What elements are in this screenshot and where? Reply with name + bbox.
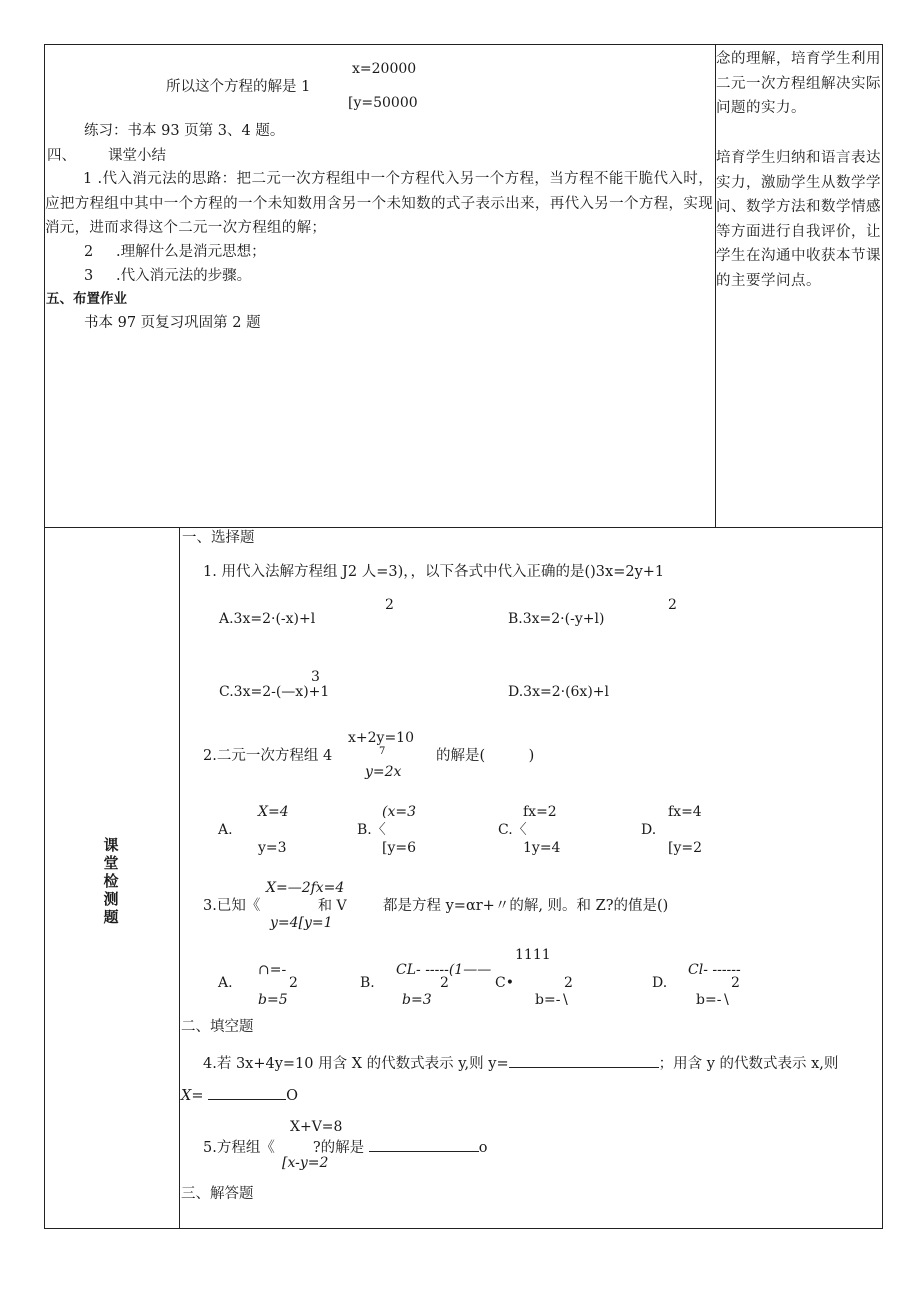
q5-blank[interactable] (369, 1139, 479, 1152)
table-border-mid (44, 527, 883, 528)
summary-item-3: .代入消元法的步骤。 (116, 268, 252, 284)
q3-option-d-top: Cl- ------ (688, 962, 741, 978)
question-5 (203, 1139, 487, 1156)
q3-option-d-den: 2 (731, 975, 740, 991)
section-4-title: 课堂小结 (108, 148, 166, 164)
summary-item-2-number: 2 (84, 244, 94, 260)
q5-system-bottom: [x-y=2 (282, 1155, 329, 1171)
q3-option-d-bottom: b=-∖ (696, 992, 731, 1008)
question-4 (203, 1055, 838, 1072)
q2-tail: 的解是( ) (436, 748, 535, 764)
section-choice-title: 一、选择题 (182, 530, 255, 546)
q1-option-b: B.3x=2·(-y+l) (508, 611, 605, 627)
q2-option-a-label: A. (218, 822, 233, 838)
section-4-number: 四、 (47, 148, 76, 164)
q3-option-a-bottom: b=5 (258, 992, 288, 1008)
table-border-top (44, 44, 883, 45)
summary-item-2: .理解什么是消元思想； (116, 244, 266, 260)
q3-options-top-digits: 1111 (515, 947, 551, 963)
summary-item-1: 1 .代入消元法的思路：把二元一次方程组中一个方程代入另一个方程，当方程不能干脆代入时，应把方程组中其中一个方程的一个未知数用含另一个未知数的式子表示出来，再代入另一个方程，实现消元，进而求得这个二元一次方程组的解； (45, 171, 713, 236)
question-3: 3.已知《 (203, 898, 261, 914)
q4-x-label: X= (181, 1088, 204, 1104)
q2-option-d-top: fx=4 (668, 804, 702, 820)
q3-option-b-bottom: b=3 (402, 992, 432, 1008)
side-note-2: 培育学生归纳和语言表达实力，激励学生从数学学问、数学方法和数学情感等方面进行自我评价，让学生在沟通中收获本节课的主要学问点。 (716, 150, 881, 289)
q3-option-c-den: 2 (564, 975, 573, 991)
q3-option-b-den: 2 (440, 975, 449, 991)
q3-option-a-den: 2 (289, 975, 298, 991)
q3-option-b-top: CL- -----(1—— (396, 962, 492, 978)
practice-text: 练习：书本 93 页第 3、4 题。 (84, 123, 285, 139)
q5-stem: 5.方程组《 (203, 1140, 275, 1156)
q1-option-d: D.3x=2·(6x)+l (508, 684, 610, 700)
q2-system-bottom: y=2x (365, 764, 402, 780)
q3-and: 和 V (318, 898, 347, 914)
q4-x-blank[interactable] (208, 1087, 286, 1100)
q2-option-c-top: fx=2 (523, 804, 557, 820)
solution-x: x=20000 (352, 61, 417, 77)
q5-mid: ?的解是 (312, 1140, 365, 1156)
table-divider-label (179, 527, 180, 1229)
q3-option-a-label: A. (218, 975, 233, 991)
q4-mid: ；用含 y 的代数式表示 x,则 (658, 1056, 839, 1072)
q3-option-c-label: C• (495, 975, 514, 991)
q2-option-b-top: (x=3 (382, 804, 416, 820)
q4-y-blank[interactable] (509, 1055, 659, 1068)
q3-tail: 都是方程 y=αr+〃的解, 则。和 Z?的值是() (383, 898, 669, 914)
q5-end: o (478, 1140, 488, 1156)
q2-system-top: x+2y=10 (348, 730, 414, 746)
q4-stem: 4.若 3x+4y=10 用含 X 的代数式表示 y,则 y= (203, 1056, 509, 1072)
q2-system-mark: 7 (379, 746, 386, 757)
question-4-x (181, 1087, 298, 1104)
q3-system-bottom: y=4[y=1 (270, 915, 333, 931)
q2-option-c-bottom: 1y=4 (523, 840, 561, 856)
summary-item-3-number: 3 (84, 268, 94, 284)
section-answer-title: 三、解答题 (181, 1186, 254, 1202)
table-border-bottom (44, 1228, 883, 1229)
q5-system-top: X+V=8 (290, 1119, 343, 1135)
side-note-1: 念的理解，培育学生利用二元一次方程组解决实际问题的实力。 (716, 51, 881, 116)
q2-option-a-top: X=4 (258, 804, 289, 820)
section-fill-title: 二、填空题 (181, 1019, 254, 1035)
q1-option-b-sup: 2 (668, 597, 677, 613)
solution-y: [y=50000 (348, 95, 418, 111)
q3-option-d-label: D. (652, 975, 668, 991)
q4-end: O (286, 1088, 298, 1104)
q1-option-a: A.3x=2·(-x)+l (219, 611, 316, 627)
q2-option-d-label: D. (641, 822, 657, 838)
q3-option-a-top: ∩=- (258, 962, 287, 978)
q1-option-c: C.3x=2-(—x)+1 (219, 684, 330, 700)
q3-option-c-bottom: b=-∖ (535, 992, 570, 1008)
section-5-title: 五、布置作业 (46, 291, 127, 307)
q2-option-b-bottom: [y=6 (382, 840, 417, 856)
q2-option-c-label: C.〈 (498, 822, 527, 838)
q3-system-top: X=—2fx=4 (266, 880, 345, 896)
q1-option-a-sup: 2 (385, 597, 394, 613)
question-2: 2.二元一次方程组 4 (203, 748, 333, 764)
question-1: 1. 用代入法解方程组 J2 人=3)，，以下各式中代入正确的是()3x=2y+1 (203, 564, 665, 580)
q2-option-d-bottom: [y=2 (668, 840, 703, 856)
q2-option-b-label: B.〈 (357, 822, 386, 838)
solution-statement: 所以这个方程的解是 1 (166, 79, 311, 95)
row-label-classroom-test: 课堂检测题 (103, 836, 119, 926)
q1-option-c-sup: 3 (311, 669, 320, 685)
table-border-right (882, 44, 883, 1229)
homework-text: 书本 97 页复习巩固第 2 题 (84, 315, 261, 331)
q3-option-b-label: B. (360, 975, 375, 991)
q2-option-a-bottom: y=3 (258, 840, 287, 856)
